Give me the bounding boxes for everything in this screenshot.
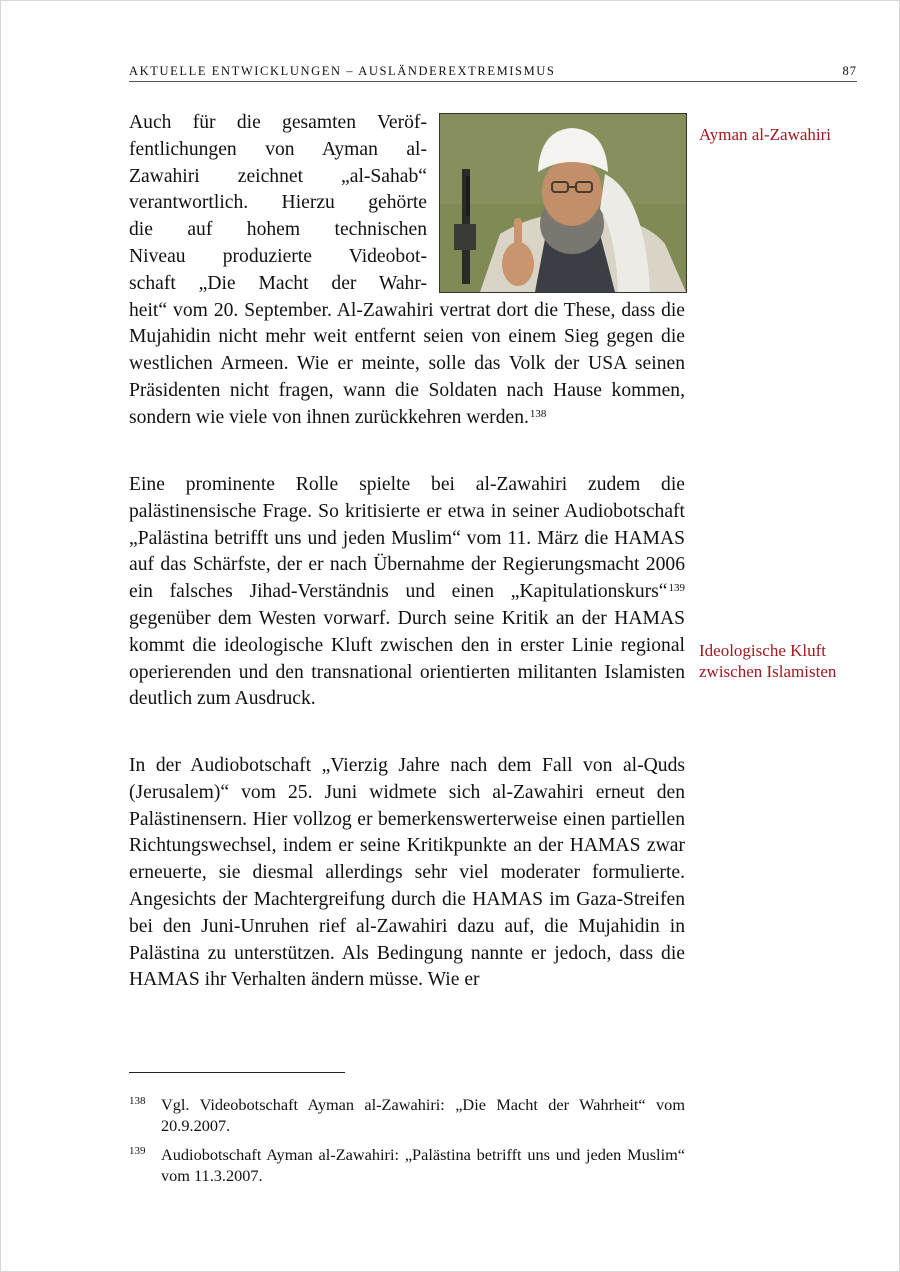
- margin-note-name: Ayman al-Zawahiri: [699, 125, 832, 144]
- margin-note-line: zwischen Islamisten: [699, 662, 837, 681]
- paragraph-1-text: heit“ vom 20. September. Al-Zawahiri vertrat dort die These, dass die Mujahidin nicht mehr weit entfernt seien von einem Sieg gegen die westlichen Armeen. Wie er meinte, solle das Volk der USA seinen Präsidenten nicht fragen, wann die Soldaten nach Hause kommen, sondern wie viele von ihnen zurückkehren werden.: [129, 299, 685, 428]
- text-line: verantwortlich. Hierzu gehörte: [129, 192, 427, 214]
- footnote-number: 139: [129, 1145, 146, 1157]
- header-title: AKTUELLE ENTWICKLUNGEN – AUSLÄNDEREXTREMISMUS: [129, 64, 556, 78]
- paragraph-1-rest: [129, 298, 685, 432]
- text-line: Auch für die gesamten Veröf-: [129, 112, 427, 133]
- paragraph-2: [129, 472, 685, 713]
- footnote-ref-139[interactable]: 139: [668, 582, 685, 595]
- paragraph-3-text: In der Audiobotschaft „Vierzig Jahre nach dem Fall von al-Quds (Jerusalem)“ vom 25. Juni widmete sich al-Zawahiri erneut den Palästinensern. Hier vollzog er bemerkenswerterweise einen partiellen Richtungswechsel, indem er seine Kritikpunkte an der HAMAS zwar erneuerte, sie diesmal allerdings sehr viel moderater formulierte. Angesichts der Machtergreifung durch die HAMAS im Gaza-Streifen bei den Juni-Unruhen rief al-Zawahiri dazu auf, die Mujahidin in Palästina zu unterstützen. Als Bedingung nannte er jedoch, dass die HAMAS ihr Verhalten ändern müsse. Wie er: [129, 755, 685, 991]
- text-line: Zawahiri zeichnet „al-Sahab“: [129, 165, 427, 187]
- text-line: Niveau produzierte Videobot-: [129, 245, 427, 267]
- footnote-ref-138[interactable]: 138: [529, 407, 547, 420]
- footnote-text: Audiobotschaft Ayman al-Zawahiri: „Palästina betrifft uns und jeden Muslim“ vom 11.3.2007.: [161, 1145, 685, 1185]
- paragraph-2-text-b: gegenüber dem Westen vorwarf. Durch seine Kritik an der HAMAS kommt die ideologische Kluft zwischen den in erster Linie regional operierenden und den transnational orientierten militanten Islamisten deutlich zum Ausdruck.: [129, 607, 685, 710]
- paragraph-2-text-a: Eine prominente Rolle spielte bei al-Zawahiri zudem die palästinensische Frage. So kritisierte er etwa in seiner Audiobotschaft „Palästina betrifft uns und jeden Muslim“ vom 11. März die HAMAS auf das Schärfste, der er nach Übernahme der Regierungsmacht 2006 ein falsches Jihad-Verständnis und einen „Kapitulationskurs“: [129, 474, 685, 603]
- text-line: fentlichungen von Ayman al-: [129, 138, 427, 160]
- footnote-number: 138: [129, 1095, 146, 1107]
- paragraph-1-wrapped-lines: [129, 110, 427, 298]
- margin-note-line: Ideologische Kluft: [699, 641, 826, 660]
- footnote-text: Vgl. Videobotschaft Ayman al-Zawahiri: „Die Macht der Wahrheit“ vom 20.9.2007.: [161, 1095, 685, 1135]
- text-line: schaft „Die Macht der Wahr-: [129, 272, 427, 294]
- margin-note-ideology: [699, 640, 836, 682]
- paragraph-1: [129, 110, 685, 432]
- page-number: 87: [842, 64, 857, 78]
- running-header: [129, 63, 857, 82]
- text-line: die auf hohem technischen: [129, 219, 427, 241]
- paragraph-3: [129, 753, 685, 994]
- footnote-separator: [129, 1072, 345, 1073]
